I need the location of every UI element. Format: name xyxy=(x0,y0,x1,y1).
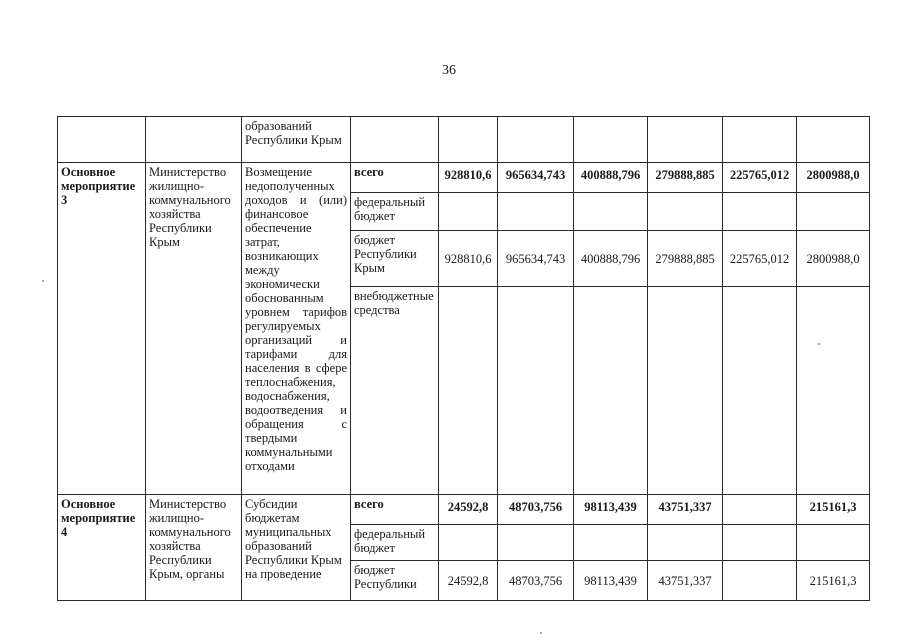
value-cell xyxy=(648,525,723,561)
carry-executor-cell xyxy=(146,117,242,163)
executor-4-cell: Министерство жилищно-коммунального хозяйства Республики Крым, органы xyxy=(146,495,242,601)
value-cell xyxy=(574,525,648,561)
source-cell: бюджет Республики xyxy=(351,561,439,601)
value-cell xyxy=(723,287,797,495)
value-cell: 965634,743 xyxy=(498,163,574,193)
executor-3-cell: Министерство жилищно-коммунального хозяйства Республики Крым xyxy=(146,163,242,495)
total-cell: 215161,3 xyxy=(797,495,870,525)
value-cell xyxy=(439,193,498,231)
description-4-cell: Субсидии бюджетам муниципальных образований Республики Крым на проведение xyxy=(242,495,351,601)
measure-3-cell: Основное мероприятие 3 xyxy=(58,163,146,495)
total-cell: 2800988,0 xyxy=(797,231,870,287)
measure-4-cell: Основное мероприятие 4 xyxy=(58,495,146,601)
value-cell xyxy=(723,561,797,601)
source-cell: федеральный бюджет xyxy=(351,525,439,561)
value-cell: 400888,796 xyxy=(574,231,648,287)
value-cell xyxy=(439,525,498,561)
value-cell: 279888,885 xyxy=(648,231,723,287)
value-cell xyxy=(498,525,574,561)
value-cell xyxy=(723,193,797,231)
source-cell: федеральный бюджет xyxy=(351,193,439,231)
total-cell xyxy=(797,525,870,561)
value-cell: 98113,439 xyxy=(574,495,648,525)
value-cell: 225765,012 xyxy=(723,231,797,287)
value-cell xyxy=(723,495,797,525)
carry-row xyxy=(58,117,870,163)
value-cell: 43751,337 xyxy=(648,561,723,601)
value-cell: 928810,6 xyxy=(439,231,498,287)
scan-speck xyxy=(42,280,44,282)
value-cell: 225765,012 xyxy=(723,163,797,193)
scan-speck xyxy=(818,343,820,345)
total-cell: 215161,3 xyxy=(797,561,870,601)
value-cell: 400888,796 xyxy=(574,163,648,193)
value-cell xyxy=(648,193,723,231)
value-cell: 43751,337 xyxy=(648,495,723,525)
value-cell xyxy=(498,193,574,231)
source-cell: внебюджетные средства xyxy=(351,287,439,495)
funding-table xyxy=(57,116,870,601)
value-cell: 48703,756 xyxy=(498,561,574,601)
source-cell: всего xyxy=(351,495,439,525)
description-3-cell: Возмещение недополученных доходов и (или) финансовое обеспечение затрат, возникающих между экономически обоснованным уровнем тарифов регулируемых организаций и тарифами для населения в сфере теплоснабжения, водоснабжения, водоотведения и обращения с твердыми коммунальными отходами xyxy=(242,163,351,495)
value-cell: 24592,8 xyxy=(439,495,498,525)
table-row xyxy=(58,163,870,193)
value-cell xyxy=(574,193,648,231)
value-cell: 98113,439 xyxy=(574,561,648,601)
total-cell xyxy=(797,193,870,231)
scan-speck xyxy=(540,632,542,634)
carry-source-cell xyxy=(351,117,439,163)
value-cell: 279888,885 xyxy=(648,163,723,193)
value-cell: 965634,743 xyxy=(498,231,574,287)
value-cell xyxy=(498,287,574,495)
value-cell xyxy=(574,287,648,495)
total-cell xyxy=(797,287,870,495)
value-cell: 928810,6 xyxy=(439,163,498,193)
value-cell: 48703,756 xyxy=(498,495,574,525)
total-cell: 2800988,0 xyxy=(797,163,870,193)
source-cell: бюджет Республики Крым xyxy=(351,231,439,287)
value-cell xyxy=(439,287,498,495)
carry-description-cell: образований Республики Крым xyxy=(242,117,351,163)
page-number: 36 xyxy=(442,63,456,78)
value-cell xyxy=(723,525,797,561)
table-row xyxy=(58,495,870,525)
value-cell xyxy=(648,287,723,495)
value-cell: 24592,8 xyxy=(439,561,498,601)
carry-measure-cell xyxy=(58,117,146,163)
source-cell: всего xyxy=(351,163,439,193)
